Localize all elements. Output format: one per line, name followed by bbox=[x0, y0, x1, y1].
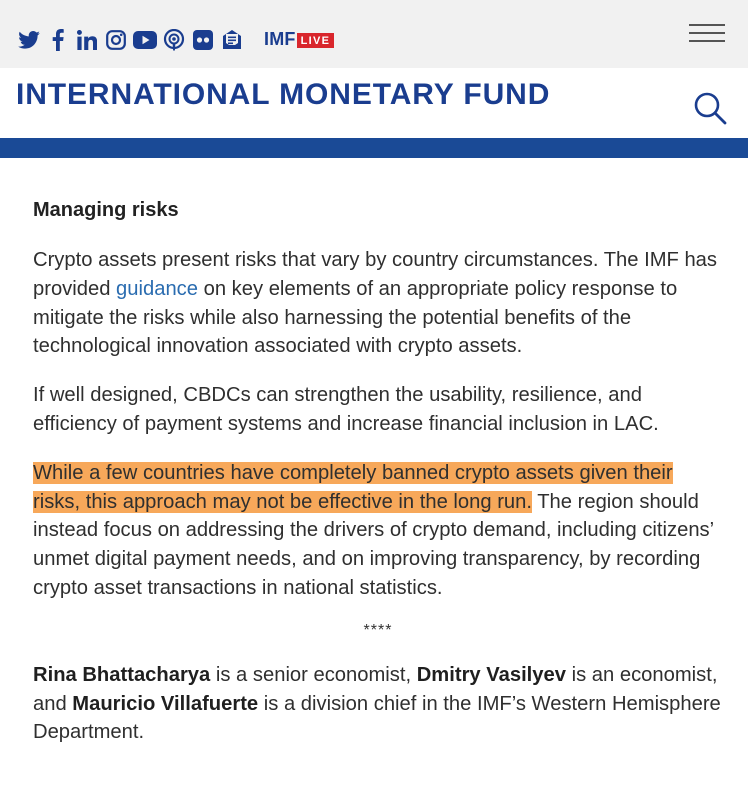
imf-live-link[interactable] bbox=[264, 29, 334, 50]
site-header bbox=[0, 68, 748, 138]
linkedin-icon[interactable] bbox=[75, 28, 99, 52]
paragraph-risks bbox=[33, 246, 723, 361]
author-bio bbox=[33, 661, 723, 747]
live-badge: LIVE bbox=[297, 33, 335, 48]
paragraph-bans bbox=[33, 459, 723, 603]
highlighted-text: While a few countries have completely banned crypto assets given their risks, this approach may not be effective in the long run. bbox=[33, 461, 673, 513]
newsletter-icon[interactable] bbox=[220, 28, 244, 52]
header-divider-bar bbox=[0, 138, 748, 158]
paragraph-text: is a senior economist, bbox=[210, 663, 417, 686]
paragraph-text: is an economist, and bbox=[33, 663, 718, 715]
search-icon[interactable] bbox=[692, 90, 728, 126]
paragraph-cbdc: If well designed, CBDCs can strengthen the usability, resilience, and efficiency of payment systems and increase financial inclusion in LAC. bbox=[33, 384, 659, 435]
imf-live-logo-text: IMF bbox=[264, 29, 296, 49]
paragraph-text: The region should instead focus on addressing the drivers of crypto demand, including citizens’ unmet digital payment needs, and on improving transparency, by recording crypto asset transactions in national statistics. bbox=[33, 490, 714, 599]
author-name: Dmitry Vasilyev bbox=[416, 663, 566, 686]
facebook-icon[interactable] bbox=[46, 28, 70, 52]
instagram-icon[interactable] bbox=[104, 28, 128, 52]
menu-icon[interactable] bbox=[689, 24, 725, 42]
author-name: Rina Bhattacharya bbox=[33, 663, 211, 686]
youtube-icon[interactable] bbox=[133, 28, 157, 52]
paragraph-text: is a division chief in the IMF’s Western Hemisphere Department. bbox=[33, 692, 721, 744]
podcast-icon[interactable] bbox=[162, 28, 186, 52]
twitter-icon[interactable] bbox=[17, 28, 41, 52]
section-heading: Managing risks bbox=[33, 199, 179, 221]
social-links bbox=[17, 28, 249, 52]
separator: **** bbox=[363, 621, 393, 639]
guidance-link[interactable]: guidance bbox=[116, 277, 198, 300]
author-name: Mauricio Villafuerte bbox=[72, 692, 259, 715]
paragraph-text: Crypto assets present risks that vary by country circumstances. The IMF has provided bbox=[33, 249, 717, 300]
paragraph-text: on key elements of an appropriate policy response to mitigate the risks while also harnessing the potential benefits of the technological innovation associated with crypto assets. bbox=[33, 277, 678, 358]
article-body bbox=[33, 196, 723, 747]
top-bar bbox=[0, 0, 748, 68]
site-title[interactable]: INTERNATIONAL MONETARY FUND bbox=[16, 78, 551, 111]
flickr-icon[interactable] bbox=[191, 28, 215, 52]
